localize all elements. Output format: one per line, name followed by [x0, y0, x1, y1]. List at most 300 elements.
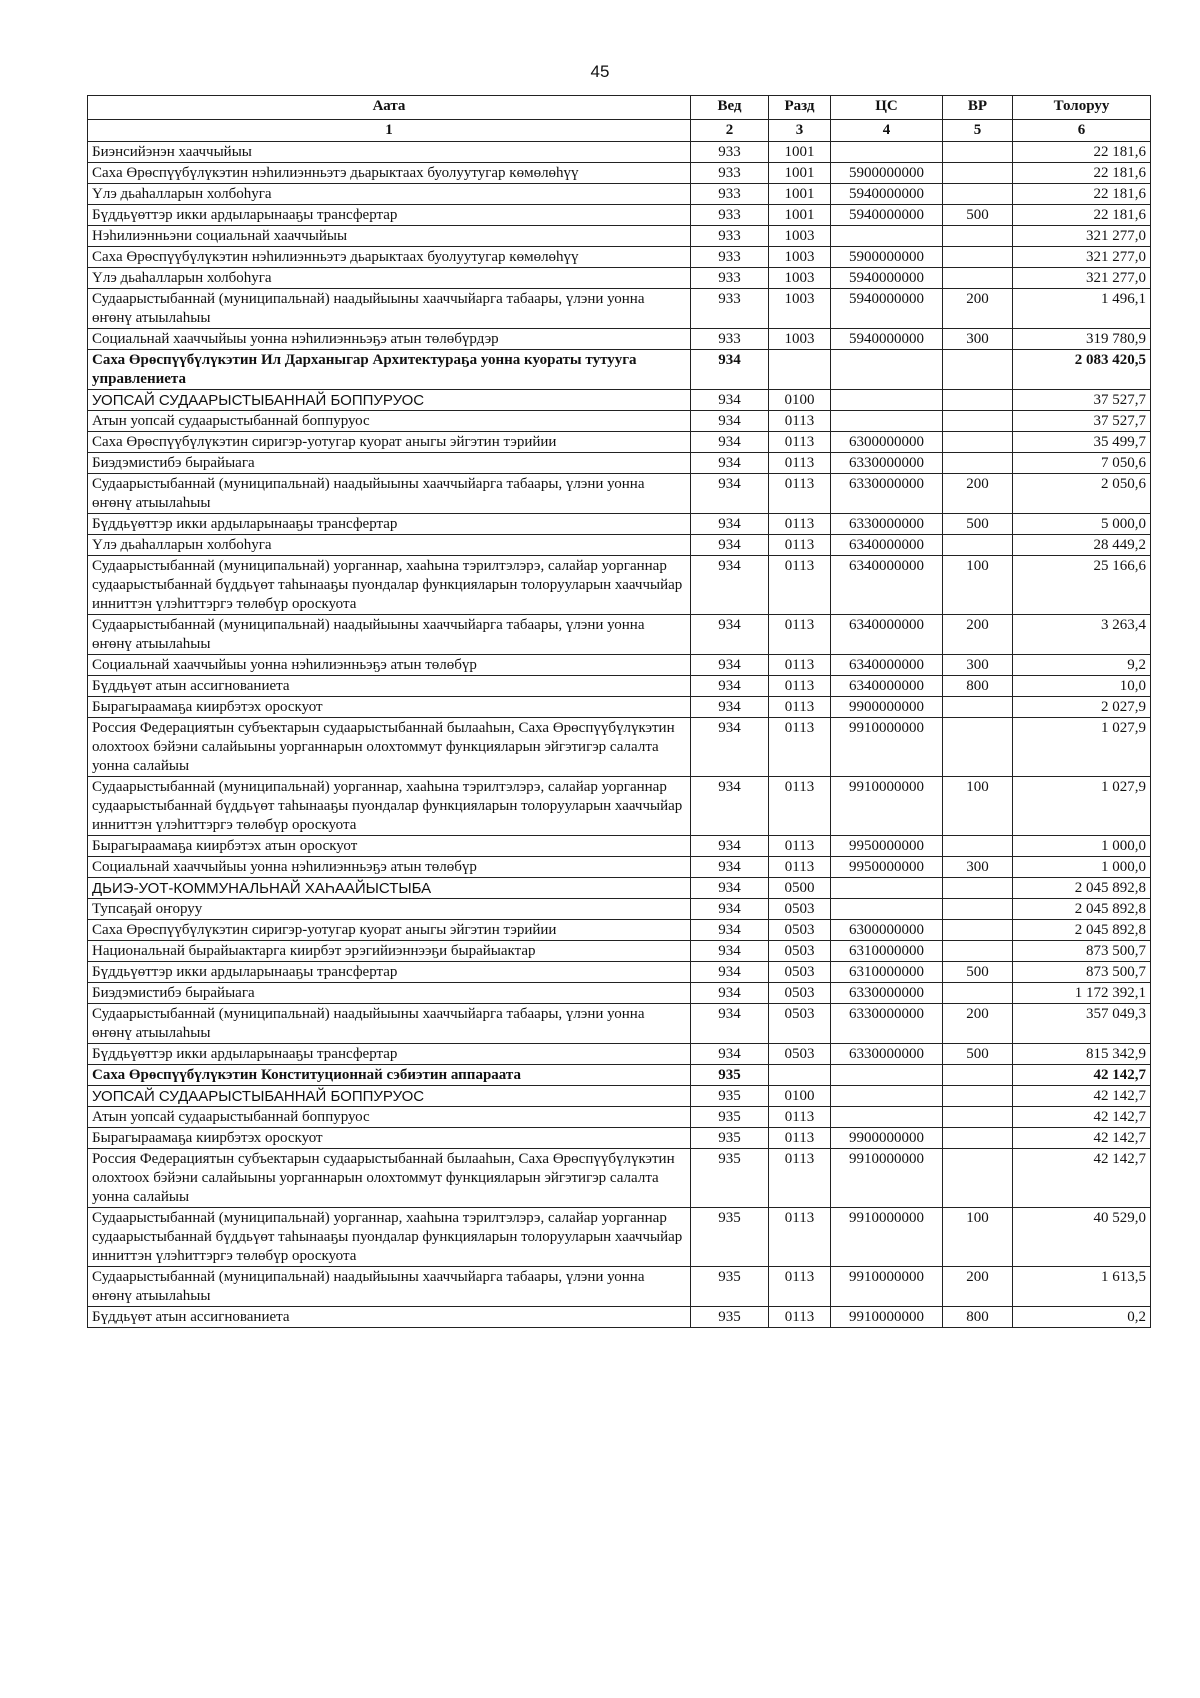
table-row [88, 836, 1151, 857]
row-ved: 934 [691, 655, 769, 676]
row-ved: 934 [691, 920, 769, 941]
row-amount: 7 050,6 [1013, 453, 1151, 474]
table-row [88, 1149, 1151, 1208]
row-cs: 5940000000 [831, 184, 943, 205]
row-amount: 22 181,6 [1013, 184, 1151, 205]
row-ved: 934 [691, 390, 769, 411]
row-cs: 6300000000 [831, 432, 943, 453]
row-razd: 0113 [769, 718, 831, 777]
row-amount: 5 000,0 [1013, 514, 1151, 535]
row-ved: 933 [691, 142, 769, 163]
row-ved: 935 [691, 1065, 769, 1086]
row-vr [943, 350, 1013, 390]
row-ved: 934 [691, 697, 769, 718]
row-vr [943, 899, 1013, 920]
row-vr [943, 226, 1013, 247]
row-cs: 9950000000 [831, 857, 943, 878]
row-razd: 0113 [769, 514, 831, 535]
row-vr [943, 718, 1013, 777]
row-razd: 0113 [769, 1208, 831, 1267]
row-amount: 10,0 [1013, 676, 1151, 697]
row-amount: 2 027,9 [1013, 697, 1151, 718]
column-number-row [88, 120, 1151, 142]
row-cs: 6340000000 [831, 615, 943, 655]
row-cs: 6330000000 [831, 1004, 943, 1044]
row-amount: 42 142,7 [1013, 1107, 1151, 1128]
row-amount: 2 045 892,8 [1013, 878, 1151, 899]
table-row [88, 1107, 1151, 1128]
row-razd: 0503 [769, 1004, 831, 1044]
row-name: Бырагыраамаҕа киирбэтэх ороскуот [88, 697, 691, 718]
row-cs: 6340000000 [831, 535, 943, 556]
row-vr: 300 [943, 655, 1013, 676]
row-vr: 300 [943, 329, 1013, 350]
row-name: Социальнай хааччыйыы уонна нэһилиэнньэҕэ атын төлөбүр [88, 857, 691, 878]
table-row [88, 163, 1151, 184]
row-cs: 9910000000 [831, 718, 943, 777]
row-cs [831, 350, 943, 390]
row-vr [943, 878, 1013, 899]
row-ved: 934 [691, 899, 769, 920]
row-razd: 0113 [769, 1128, 831, 1149]
row-name: Бүддьүөт атын ассигнованиета [88, 676, 691, 697]
row-vr [943, 163, 1013, 184]
row-cs: 9910000000 [831, 777, 943, 836]
row-name: Үлэ дьаһалларын холбоһуга [88, 184, 691, 205]
row-ved: 933 [691, 268, 769, 289]
row-ved: 935 [691, 1128, 769, 1149]
row-ved: 934 [691, 718, 769, 777]
row-ved: 934 [691, 432, 769, 453]
row-amount: 0,2 [1013, 1307, 1151, 1328]
table-row [88, 329, 1151, 350]
row-vr [943, 390, 1013, 411]
table-row [88, 1065, 1151, 1086]
row-cs: 6310000000 [831, 941, 943, 962]
row-cs: 5900000000 [831, 163, 943, 184]
row-razd: 0113 [769, 836, 831, 857]
row-ved: 934 [691, 1004, 769, 1044]
row-amount: 321 277,0 [1013, 268, 1151, 289]
table-row [88, 453, 1151, 474]
row-amount: 319 780,9 [1013, 329, 1151, 350]
row-cs: 6330000000 [831, 983, 943, 1004]
row-razd: 0113 [769, 655, 831, 676]
table-row [88, 1004, 1151, 1044]
row-cs: 6300000000 [831, 920, 943, 941]
header-razd: Разд [769, 96, 831, 120]
table-row [88, 655, 1151, 676]
row-amount: 1 000,0 [1013, 857, 1151, 878]
row-ved: 934 [691, 983, 769, 1004]
row-amount: 1 172 392,1 [1013, 983, 1151, 1004]
row-ved: 933 [691, 205, 769, 226]
row-amount: 1 496,1 [1013, 289, 1151, 329]
row-name: Судаарыстыбаннай (муниципальнай) уорганнар, хааһына тэрилтэлэрэ, салайар уорганнар судаарыстыбаннай бүддьүөт таһынааҕы пуондалар функцияларын толорууларын хааччыйар инниттэн үлэһиттэргэ төлөбүр ороскуота [88, 556, 691, 615]
row-amount: 321 277,0 [1013, 226, 1151, 247]
row-vr: 500 [943, 962, 1013, 983]
row-name: Судаарыстыбаннай (муниципальнай) наадыйыыны хааччыйарга табаары, үлэни уонна өҥөнү атыылаһыы [88, 1004, 691, 1044]
row-razd: 0503 [769, 920, 831, 941]
row-cs: 6330000000 [831, 1044, 943, 1065]
row-amount: 2 050,6 [1013, 474, 1151, 514]
row-razd: 1003 [769, 329, 831, 350]
row-cs: 6330000000 [831, 453, 943, 474]
row-amount: 35 499,7 [1013, 432, 1151, 453]
row-vr [943, 941, 1013, 962]
row-name: Судаарыстыбаннай (муниципальнай) наадыйыыны хааччыйарга табаары, үлэни уонна өҥөнү атыылаһыы [88, 289, 691, 329]
row-cs: 6310000000 [831, 962, 943, 983]
row-ved: 934 [691, 878, 769, 899]
row-amount: 1 000,0 [1013, 836, 1151, 857]
row-amount: 815 342,9 [1013, 1044, 1151, 1065]
row-amount: 25 166,6 [1013, 556, 1151, 615]
row-name: Судаарыстыбаннай (муниципальнай) наадыйыыны хааччыйарга табаары, үлэни уонна өҥөнү атыылаһыы [88, 474, 691, 514]
row-razd: 0100 [769, 1086, 831, 1107]
table-body [88, 142, 1151, 1328]
row-name: Саха Өрөспүүбүлүкэтин Конституционнай сэбиэтин аппараата [88, 1065, 691, 1086]
row-name: ДЬИЭ-УОТ-КОММУНАЛЬНАЙ ХАҺААЙЫСТЫБА [88, 878, 691, 899]
row-vr [943, 1065, 1013, 1086]
row-razd: 0113 [769, 556, 831, 615]
row-name: Россия Федерациятын субъектарын судаарыстыбаннай былааһын, Саха Өрөспүүбүлүкэтин олохтоох бэйэни салайыыны уорганнарын олохтоммут функцияларын эйгэтигэр салалта уонна салайыы [88, 1149, 691, 1208]
row-vr [943, 697, 1013, 718]
row-name: Бүддьүөттэр икки ардыларынааҕы трансфертар [88, 1044, 691, 1065]
table-row [88, 289, 1151, 329]
row-ved: 934 [691, 941, 769, 962]
row-razd: 0503 [769, 899, 831, 920]
row-razd: 0113 [769, 615, 831, 655]
row-cs: 6330000000 [831, 474, 943, 514]
row-vr: 500 [943, 205, 1013, 226]
row-amount: 37 527,7 [1013, 390, 1151, 411]
row-ved: 935 [691, 1149, 769, 1208]
row-razd: 0113 [769, 697, 831, 718]
table-row [88, 1044, 1151, 1065]
table-row [88, 1307, 1151, 1328]
row-vr: 100 [943, 777, 1013, 836]
row-amount: 28 449,2 [1013, 535, 1151, 556]
row-ved: 934 [691, 615, 769, 655]
page-number: 45 [590, 62, 610, 81]
row-razd: 1003 [769, 247, 831, 268]
row-amount: 22 181,6 [1013, 163, 1151, 184]
row-ved: 933 [691, 184, 769, 205]
table-row [88, 390, 1151, 411]
column-number: 1 [88, 120, 691, 142]
row-razd: 0113 [769, 432, 831, 453]
row-name: Саха Өрөспүүбүлүкэтин нэһилиэнньэтэ дьарыктаах буолуутугар көмөлөһүү [88, 247, 691, 268]
table-row [88, 350, 1151, 390]
row-name: Судаарыстыбаннай (муниципальнай) наадыйыыны хааччыйарга табаары, үлэни уонна өҥөнү атыылаһыы [88, 1267, 691, 1307]
row-cs [831, 899, 943, 920]
row-razd: 0113 [769, 777, 831, 836]
row-name: Үлэ дьаһалларын холбоһуга [88, 535, 691, 556]
row-razd: 0113 [769, 857, 831, 878]
row-vr [943, 142, 1013, 163]
row-name: Судаарыстыбаннай (муниципальнай) наадыйыыны хааччыйарга табаары, үлэни уонна өҥөнү атыылаһыы [88, 615, 691, 655]
row-razd: 0100 [769, 390, 831, 411]
row-razd: 1001 [769, 163, 831, 184]
row-name: Саха Өрөспүүбүлүкэтин сиригэр-уотугар куорат аныгы эйгэтин тэрийии [88, 920, 691, 941]
row-vr [943, 836, 1013, 857]
row-ved: 934 [691, 1044, 769, 1065]
table-row [88, 777, 1151, 836]
table-row [88, 1128, 1151, 1149]
row-vr [943, 184, 1013, 205]
row-amount: 42 142,7 [1013, 1128, 1151, 1149]
table-row [88, 983, 1151, 1004]
row-name: УОПСАЙ СУДААРЫСТЫБАННАЙ БОППУРУОС [88, 1086, 691, 1107]
row-cs [831, 411, 943, 432]
row-razd: 0113 [769, 1107, 831, 1128]
row-name: Үлэ дьаһалларын холбоһуга [88, 268, 691, 289]
row-cs: 9950000000 [831, 836, 943, 857]
table-row [88, 205, 1151, 226]
row-razd: 1001 [769, 205, 831, 226]
row-ved: 935 [691, 1107, 769, 1128]
row-ved: 933 [691, 289, 769, 329]
row-ved: 934 [691, 857, 769, 878]
row-cs: 9910000000 [831, 1267, 943, 1307]
row-name: УОПСАЙ СУДААРЫСТЫБАННАЙ БОППУРУОС [88, 390, 691, 411]
table-row [88, 184, 1151, 205]
table-row [88, 432, 1151, 453]
row-vr: 200 [943, 1267, 1013, 1307]
table-row [88, 718, 1151, 777]
row-vr: 300 [943, 857, 1013, 878]
row-cs [831, 1086, 943, 1107]
row-ved: 935 [691, 1086, 769, 1107]
row-cs: 6340000000 [831, 676, 943, 697]
header-ved: Вед [691, 96, 769, 120]
row-name: Биэдэмистибэ бырайыага [88, 453, 691, 474]
table-row [88, 697, 1151, 718]
row-amount: 873 500,7 [1013, 941, 1151, 962]
row-amount: 873 500,7 [1013, 962, 1151, 983]
table-row [88, 1208, 1151, 1267]
row-vr: 200 [943, 615, 1013, 655]
row-razd: 0113 [769, 1149, 831, 1208]
table-row [88, 1267, 1151, 1307]
table-row [88, 556, 1151, 615]
table-row [88, 474, 1151, 514]
row-amount: 42 142,7 [1013, 1149, 1151, 1208]
column-number: 3 [769, 120, 831, 142]
row-cs: 5940000000 [831, 329, 943, 350]
table-row [88, 941, 1151, 962]
row-name: Бырагыраамаҕа киирбэтэх атын ороскуот [88, 836, 691, 857]
row-vr: 200 [943, 1004, 1013, 1044]
row-name: Социальнай хааччыйыы уонна нэһилиэнньэҕэ атын төлөбүрдэр [88, 329, 691, 350]
row-vr: 800 [943, 1307, 1013, 1328]
table-row [88, 1086, 1151, 1107]
row-amount: 37 527,7 [1013, 411, 1151, 432]
row-vr: 200 [943, 289, 1013, 329]
row-name: Биэдэмистибэ бырайыага [88, 983, 691, 1004]
table-row [88, 920, 1151, 941]
row-cs [831, 1107, 943, 1128]
row-razd: 1003 [769, 226, 831, 247]
table-row [88, 247, 1151, 268]
table-row [88, 857, 1151, 878]
row-amount: 1 027,9 [1013, 718, 1151, 777]
row-ved: 935 [691, 1267, 769, 1307]
row-vr [943, 453, 1013, 474]
row-cs: 9910000000 [831, 1208, 943, 1267]
table-row [88, 226, 1151, 247]
row-name: Бүддьүөттэр икки ардыларынааҕы трансфертар [88, 962, 691, 983]
row-cs: 9900000000 [831, 1128, 943, 1149]
row-vr [943, 432, 1013, 453]
row-name: Социальнай хааччыйыы уонна нэһилиэнньэҕэ атын төлөбүр [88, 655, 691, 676]
row-cs: 5900000000 [831, 247, 943, 268]
row-razd [769, 350, 831, 390]
row-vr [943, 920, 1013, 941]
row-razd: 0113 [769, 411, 831, 432]
row-ved: 934 [691, 676, 769, 697]
row-razd [769, 1065, 831, 1086]
row-amount: 2 045 892,8 [1013, 899, 1151, 920]
header-amount: Толоруу [1013, 96, 1151, 120]
row-vr: 500 [943, 1044, 1013, 1065]
table-row [88, 878, 1151, 899]
row-name: Бырагыраамаҕа киирбэтэх ороскуот [88, 1128, 691, 1149]
row-cs [831, 390, 943, 411]
row-amount: 42 142,7 [1013, 1086, 1151, 1107]
row-ved: 934 [691, 556, 769, 615]
header-name: Аата [88, 96, 691, 120]
row-vr: 100 [943, 1208, 1013, 1267]
budget-table [87, 95, 1151, 1328]
row-name: Россия Федерациятын субъектарын судаарыстыбаннай былааһын, Саха Өрөспүүбүлүкэтин олохтоох бэйэни салайыыны уорганнарын олохтоммут функцияларын эйгэтигэр салалта уонна салайыы [88, 718, 691, 777]
column-number: 5 [943, 120, 1013, 142]
row-razd: 0113 [769, 474, 831, 514]
row-cs: 6340000000 [831, 556, 943, 615]
table-row [88, 535, 1151, 556]
row-razd: 0503 [769, 983, 831, 1004]
row-name: Бүддьүөттэр икки ардыларынааҕы трансфертар [88, 205, 691, 226]
row-ved: 933 [691, 163, 769, 184]
row-name: Бүддьүөттэр икки ардыларынааҕы трансфертар [88, 514, 691, 535]
column-number: 6 [1013, 120, 1151, 142]
row-name: Атын уопсай судаарыстыбаннай боппуруос [88, 411, 691, 432]
row-razd: 1003 [769, 289, 831, 329]
row-cs: 9900000000 [831, 697, 943, 718]
row-amount: 9,2 [1013, 655, 1151, 676]
table-row [88, 962, 1151, 983]
row-amount: 40 529,0 [1013, 1208, 1151, 1267]
row-cs: 9910000000 [831, 1307, 943, 1328]
row-ved: 935 [691, 1208, 769, 1267]
row-cs: 5940000000 [831, 205, 943, 226]
row-vr [943, 1128, 1013, 1149]
row-name: Тупсаҕай оҥоруу [88, 899, 691, 920]
row-vr [943, 1107, 1013, 1128]
table-row [88, 411, 1151, 432]
table-row [88, 514, 1151, 535]
table-row [88, 615, 1151, 655]
row-razd: 0113 [769, 453, 831, 474]
row-amount: 22 181,6 [1013, 142, 1151, 163]
row-cs [831, 142, 943, 163]
row-cs [831, 1065, 943, 1086]
row-amount: 2 083 420,5 [1013, 350, 1151, 390]
row-ved: 934 [691, 535, 769, 556]
row-amount: 2 045 892,8 [1013, 920, 1151, 941]
row-name: Бүддьүөт атын ассигнованиета [88, 1307, 691, 1328]
row-razd: 0503 [769, 962, 831, 983]
row-name: Судаарыстыбаннай (муниципальнай) уорганнар, хааһына тэрилтэлэрэ, салайар уорганнар судаарыстыбаннай бүддьүөт таһынааҕы пуондалар функцияларын толорууларын хааччыйар инниттэн үлэһиттэргэ төлөбүр ороскуота [88, 777, 691, 836]
row-ved: 933 [691, 329, 769, 350]
row-razd: 0113 [769, 535, 831, 556]
row-ved: 935 [691, 1307, 769, 1328]
row-amount: 3 263,4 [1013, 615, 1151, 655]
row-cs: 9910000000 [831, 1149, 943, 1208]
row-name: Биэнсийэнэн хааччыйыы [88, 142, 691, 163]
row-vr [943, 411, 1013, 432]
row-ved: 934 [691, 962, 769, 983]
row-ved: 933 [691, 247, 769, 268]
row-razd: 0113 [769, 1267, 831, 1307]
row-razd: 1001 [769, 184, 831, 205]
row-ved: 934 [691, 836, 769, 857]
row-vr [943, 1149, 1013, 1208]
row-cs: 6340000000 [831, 655, 943, 676]
row-vr [943, 268, 1013, 289]
row-amount: 22 181,6 [1013, 205, 1151, 226]
row-ved: 934 [691, 777, 769, 836]
row-name: Саха Өрөспүүбүлүкэтин Ил Дарханыгар Архитектураҕа уонна куораты тутууга управлениета [88, 350, 691, 390]
row-vr [943, 535, 1013, 556]
row-name: Судаарыстыбаннай (муниципальнай) уорганнар, хааһына тэрилтэлэрэ, салайар уорганнар судаарыстыбаннай бүддьүөт таһынааҕы пуондалар функцияларын толорууларын хааччыйар инниттэн үлэһиттэргэ төлөбүр ороскуота [88, 1208, 691, 1267]
column-number: 4 [831, 120, 943, 142]
row-ved: 934 [691, 474, 769, 514]
row-amount: 42 142,7 [1013, 1065, 1151, 1086]
column-number: 2 [691, 120, 769, 142]
row-vr [943, 247, 1013, 268]
table-row [88, 676, 1151, 697]
row-ved: 934 [691, 411, 769, 432]
row-amount: 1 613,5 [1013, 1267, 1151, 1307]
table-row [88, 142, 1151, 163]
row-name: Нэһилиэнньэни социальнай хааччыйыы [88, 226, 691, 247]
row-name: Атын уопсай судаарыстыбаннай боппуруос [88, 1107, 691, 1128]
row-cs: 6330000000 [831, 514, 943, 535]
row-amount: 1 027,9 [1013, 777, 1151, 836]
table-row [88, 268, 1151, 289]
table-row [88, 899, 1151, 920]
row-razd: 0113 [769, 1307, 831, 1328]
row-razd: 1001 [769, 142, 831, 163]
row-razd: 1003 [769, 268, 831, 289]
row-razd: 0113 [769, 676, 831, 697]
row-name: Саха Өрөспүүбүлүкэтин сиригэр-уотугар куорат аныгы эйгэтин тэрийии [88, 432, 691, 453]
row-ved: 934 [691, 514, 769, 535]
row-amount: 357 049,3 [1013, 1004, 1151, 1044]
row-razd: 0500 [769, 878, 831, 899]
row-name: Национальнай бырайыактарга киирбэт эрэгийиэннээҕи бырайыактар [88, 941, 691, 962]
row-vr: 500 [943, 514, 1013, 535]
row-cs: 5940000000 [831, 268, 943, 289]
row-amount: 321 277,0 [1013, 247, 1151, 268]
row-razd: 0503 [769, 1044, 831, 1065]
header-vr: ВР [943, 96, 1013, 120]
row-ved: 934 [691, 350, 769, 390]
row-cs [831, 878, 943, 899]
row-vr [943, 1086, 1013, 1107]
row-name: Саха Өрөспүүбүлүкэтин нэһилиэнньэтэ дьарыктаах буолуутугар көмөлөһүү [88, 163, 691, 184]
